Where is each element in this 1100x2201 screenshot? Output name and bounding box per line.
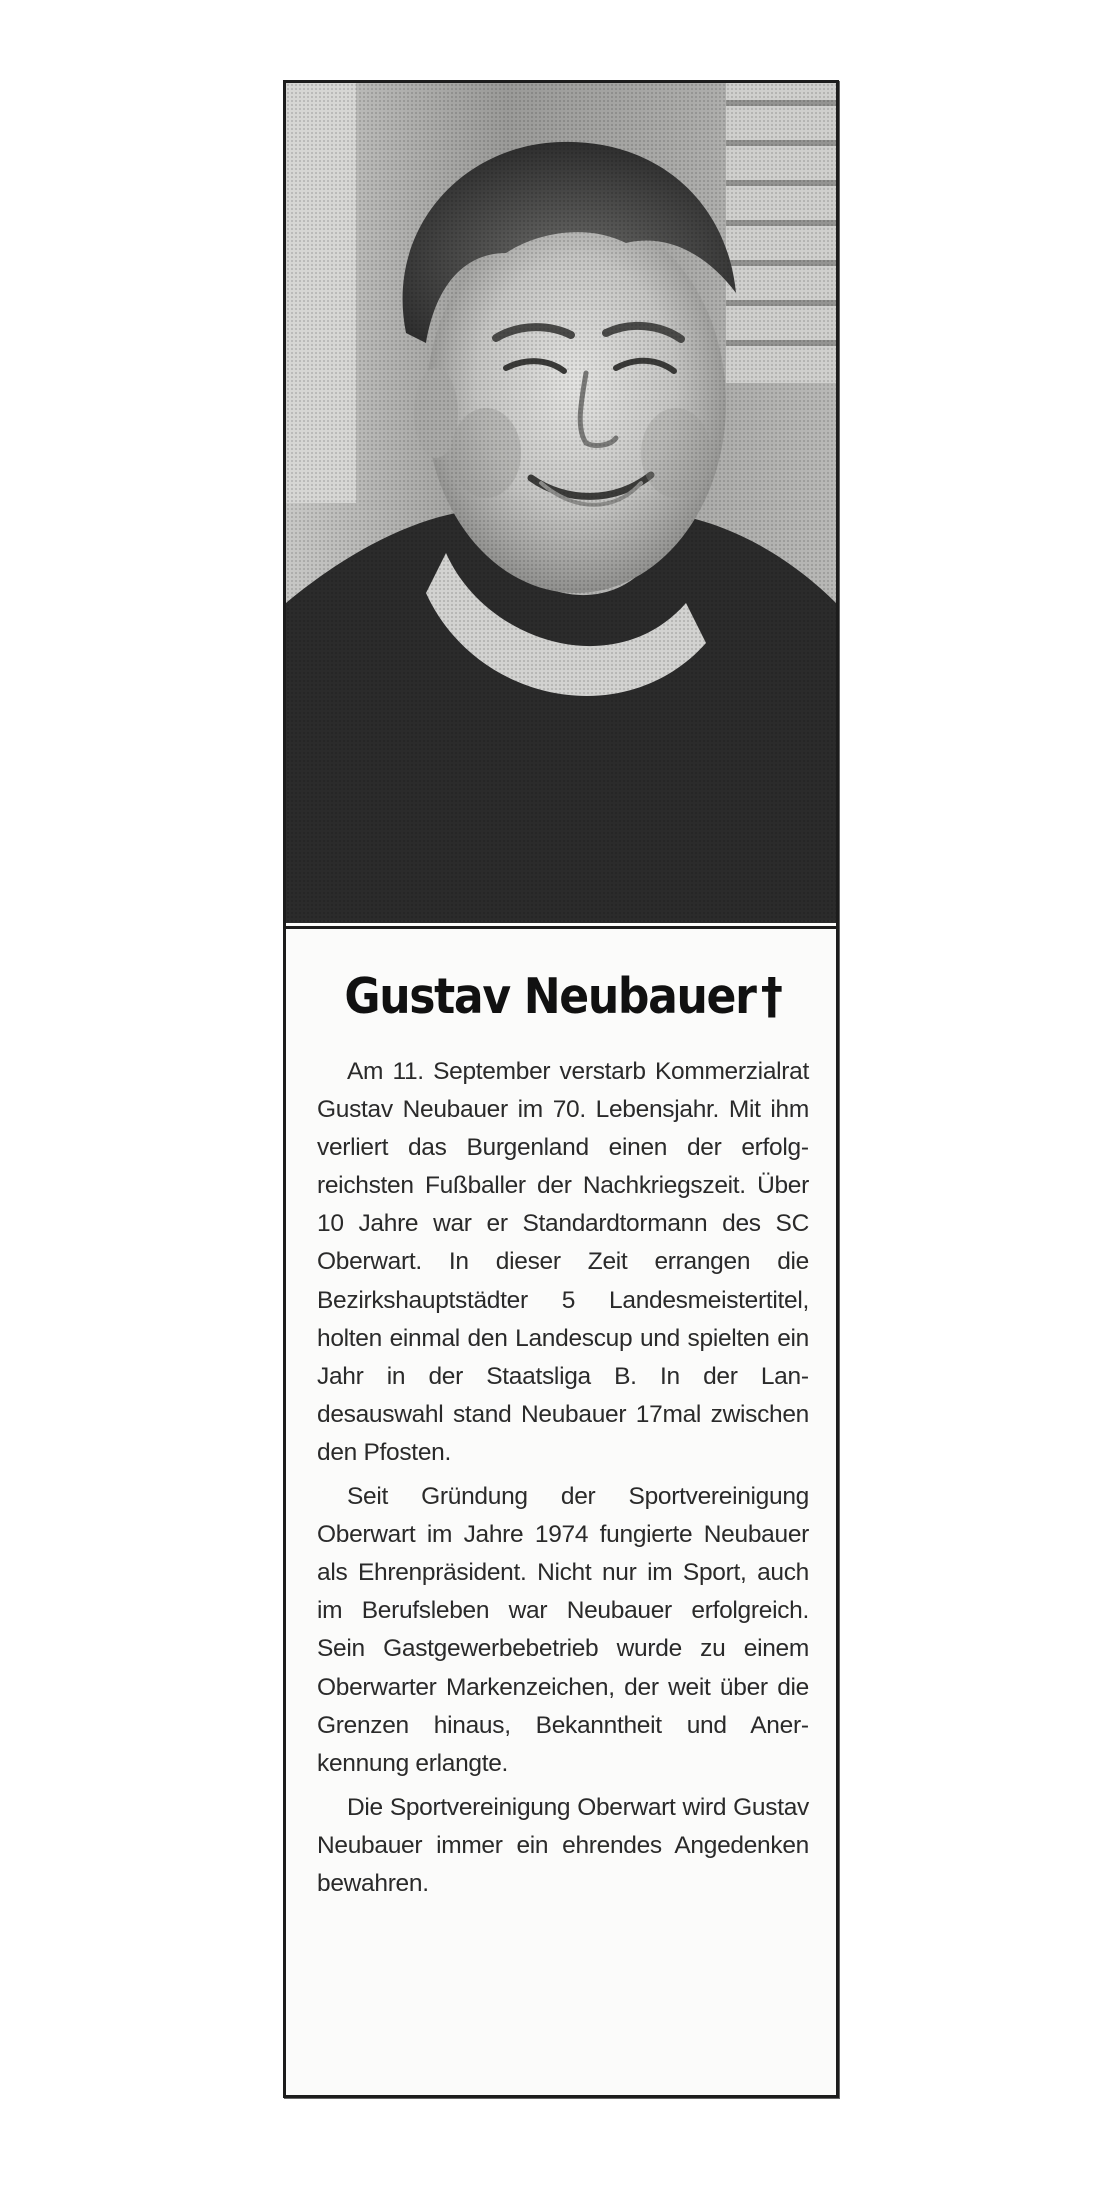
obituary-text-block — [286, 926, 836, 2095]
obituary-clipping — [283, 80, 839, 2098]
headline-name: Gustav Neubauer — [344, 968, 756, 1025]
portrait-photo — [286, 83, 836, 923]
obituary-paragraph-1: Am 11. September verstarb Kommerzialrat Gustav Neubauer im 70. Lebensjahr. Mit ihm verliert das Burgenland einen der erfolgreichsten Fußballer der Nachkriegszeit. Über 10 Jahre war er Standardtormann des SC Oberwart. In dieser Zeit errangen die Bezirkshauptstädter 5 Landesmeistertitel, holten einmal den Landescup und spielten ein Jahr in der Staatsliga B. In der Landesauswahl stand Neubauer 17mal zwischen den Pfosten. — [317, 1058, 809, 1466]
obituary-paragraph-3: Die Sportvereinigung Oberwart wird Gustav Neubauer immer ein ehrendes Angedenken bewahren. — [317, 1793, 809, 1897]
obituary-headline — [342, 929, 785, 1051]
obituary-body — [317, 1053, 809, 1903]
cross-icon: † — [760, 968, 782, 1025]
obituary-paragraph-2: Seit Gründung der Sportvereinigung Oberwart im Jahre 1974 fungierte Neubauer als Ehrenpräsident. Nicht nur im Sport, auch im Berufsleben war Neubauer erfolgreich. Sein Gastgewerbebetrieb wurde zu einem Oberwarter Markenzeichen, der weit über die Grenzen hinaus, Bekanntheit und Anerkennung erlangte. — [317, 1483, 809, 1777]
